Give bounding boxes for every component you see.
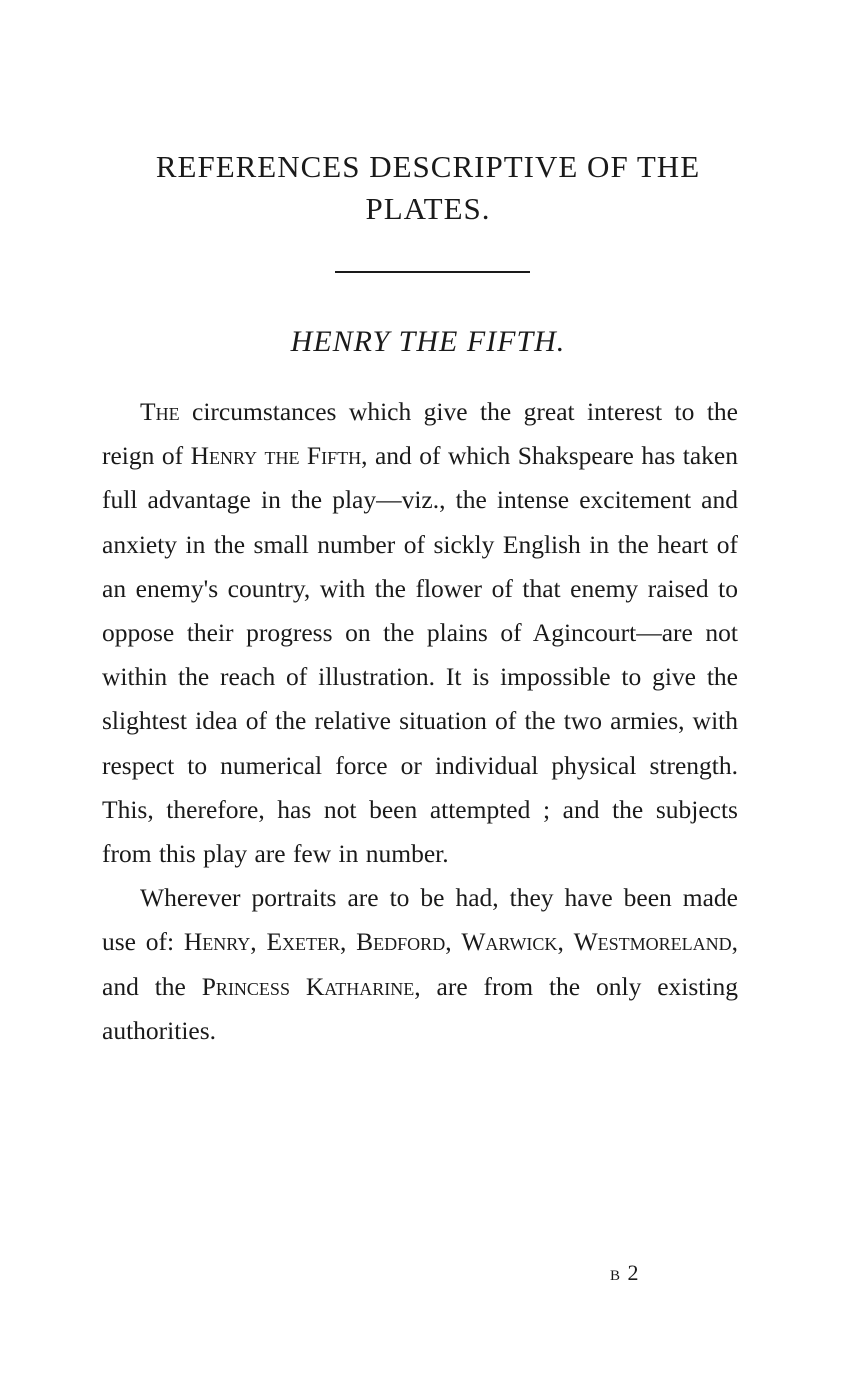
section-title: HENRY THE FIFTH.: [290, 325, 566, 358]
heading-rule: [335, 271, 530, 273]
name-exeter: Exeter: [266, 927, 341, 957]
signature-mark: [610, 1260, 641, 1286]
paragraph-2: [102, 876, 738, 1053]
paragraph-1-text-b: , and of which Shakspeare has taken full advantage in the play—viz., the intense excitement and anxiety in the small number of sickly English in the heart of an enemy's country, with the flower of that enemy raised to oppose their progress on the plains of Agincourt—are not within the reach of illustration. It is impossible to give the slightest idea of the relative situation of the two armies, with respect to numerical force or individual physical strength. This, therefore, has not been attempted ; and the subjects from this play are few in number.: [102, 441, 738, 869]
paragraph-2-text-c: , are from the only existing authorities.: [102, 971, 738, 1045]
paragraph-2-text-a: Wherever portraits are to be had, they have been made use of:: [102, 883, 738, 957]
name-henry-the-fifth: Henry the Fifth: [190, 441, 362, 471]
separator-2: ,: [340, 927, 357, 957]
name-westmoreland: Westmoreland: [573, 927, 732, 957]
signature-letter: B: [610, 1268, 621, 1284]
heading-line-1: REFERENCES DESCRIPTIVE OF THE: [155, 149, 701, 184]
separator-3: ,: [445, 927, 462, 957]
paragraph-1-first-word: The: [140, 397, 180, 426]
separator-1: ,: [250, 927, 267, 957]
paragraph-2-text-b: , and the: [102, 927, 739, 1001]
name-bedford: Bedford: [356, 927, 446, 957]
body-text: [102, 390, 738, 1053]
signature-number: 2: [627, 1260, 641, 1285]
name-henry: Henry: [183, 927, 251, 957]
paragraph-1: [102, 390, 738, 876]
heading-line-2: PLATES.: [365, 191, 491, 226]
name-warwick: Warwick: [461, 927, 558, 957]
page-heading: [100, 146, 756, 230]
name-princess-katharine: Princess Katharine: [201, 971, 415, 1001]
separator-4: ,: [557, 927, 574, 957]
paragraph-1-text-a: circumstances which give the great interest to the reign of: [102, 397, 738, 471]
